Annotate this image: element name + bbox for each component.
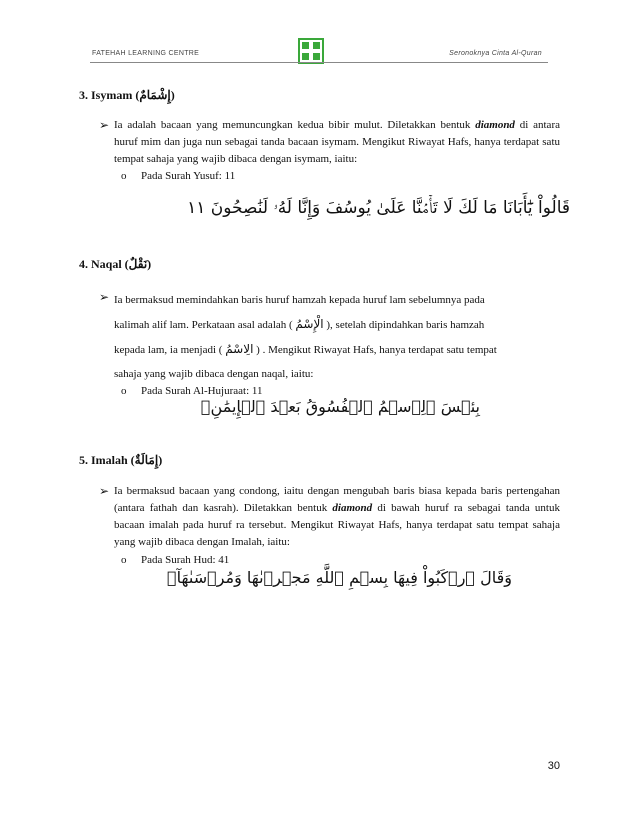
emphasis-word: diamond	[475, 119, 515, 131]
logo-icon	[298, 38, 324, 64]
header-left: FATEHAH LEARNING CENTRE	[92, 50, 200, 57]
section-title-isymam: 3. Isymam (إِشْمَامٌ)	[79, 88, 175, 102]
text-fragment: ) . Mengikut Riwayat Hafs, hanya terdapat satu tempat	[256, 344, 497, 356]
section-title-imalah: 5. Imalah (إِمَالَةٌ)	[79, 453, 163, 467]
text-fragment: ), setelah dipindahkan baris hamzah	[326, 319, 485, 331]
sub-item-imalah	[121, 554, 229, 566]
emphasis-word: diamond	[332, 502, 373, 514]
sub-item-naqal	[121, 385, 262, 397]
header-rule	[90, 62, 548, 63]
paragraph-line: Ia bermaksud memindahkan baris huruf hamzah kepada huruf lam sebelumnya pada	[114, 294, 485, 306]
arabic-word-changed: الِاسْمُ	[225, 342, 254, 356]
text-fragment: kepada lam, ia menjadi (	[114, 344, 223, 356]
paragraph-line: sahaja yang wajib dibaca dengan naqal, iaitu:	[114, 368, 314, 380]
header-right: Seronoknya Cinta Al-Quran	[449, 50, 542, 57]
sub-item-text: Pada Surah Yusuf: 11	[141, 170, 236, 182]
sub-bullet: o	[121, 385, 127, 397]
sub-bullet: o	[121, 170, 127, 182]
sub-item-text: Pada Surah Al-Hujuraat: 11	[141, 385, 263, 397]
paragraph-line	[114, 337, 560, 362]
sub-bullet: o	[121, 554, 127, 566]
bullet-arrow-icon: ➢	[99, 290, 110, 304]
sub-item-text: Pada Surah Hud: 41	[141, 554, 230, 566]
paragraph-line	[114, 312, 560, 337]
text-fragment: kalimah alif lam. Perkataan asal adalah (	[114, 319, 293, 331]
paragraph-text: Ia bermaksud bacaan yang condong, iaitu dengan mengubah baris biasa kepada baris pertengahan (antara fathah dan kasrah). Diletakkan bentuk diamond di bawah huruf ra sebagai tanda untuk bacaan imalah pada huruf ra tersebut. Mengikut Riwayat Hafs, hanya terdapat satu tempat sahaja yang wajib dibaca dengan Imalah, iaitu:	[114, 485, 560, 548]
verse-hujuraat-11: بِئۡسَ ٱلِٱسۡمُ ٱلۡفُسُوقُ بَعۡدَ ٱلۡإِيمَٰنِۚ	[200, 397, 480, 416]
paragraph-isymam	[114, 117, 560, 168]
page-number: 30	[547, 760, 560, 772]
bullet-arrow-icon: ➢	[99, 484, 110, 498]
verse-hud-41: وَقَالَ ٱرۡكَبُواْ فِيهَا بِسۡمِ ٱللَّهِ مَجۡر۪ىٰهَا وَمُرۡسَىٰهَآۚ	[167, 568, 512, 587]
paragraph-imalah	[114, 483, 560, 551]
sub-item-isymam	[121, 170, 235, 182]
paragraph-naqal	[114, 288, 560, 386]
section-title-naqal: 4. Naqal (نَقْلٌ)	[79, 257, 152, 271]
bullet-arrow-icon: ➢	[99, 118, 110, 132]
verse-yusuf-11: قَالُواْ يَٰٓأَبَانَا مَا لَكَ لَا تَأۡمَ۬نَّا عَلَىٰ يُوسُفَ وَإِنَّا لَهُۥ لَنَٰصِحُونَ ١١	[187, 198, 570, 218]
paragraph-text: Ia adalah bacaan yang memuncungkan kedua bibir mulut. Diletakkan bentuk diamond di antara huruf mim dan juga nun sebagai tanda bacaan isymam. Mengikut Riwayat Hafs, hanya terdapat satu tempat sahaja yang wajib dibaca dengan isymam, iaitu:	[114, 119, 560, 165]
arabic-word-original: الْإِسْمُ	[295, 317, 324, 331]
